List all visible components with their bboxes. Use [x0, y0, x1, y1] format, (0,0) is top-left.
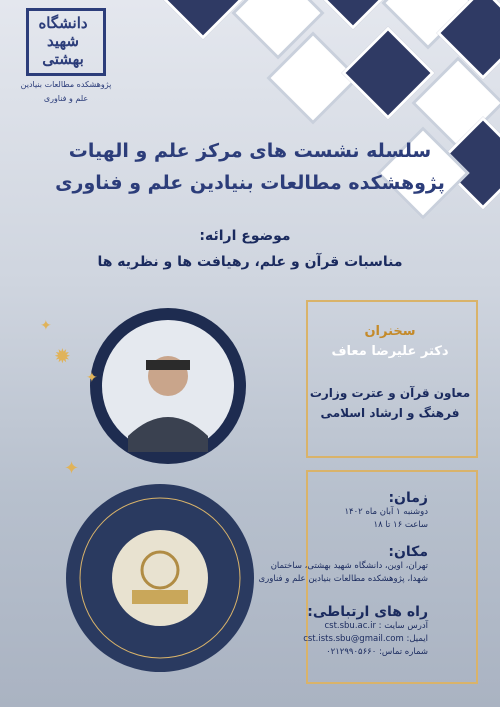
institute-name-2: علم و فناوری — [43, 94, 89, 103]
site-label: آدرس سایت : — [378, 621, 428, 631]
speaker-heading: سخنران — [364, 324, 416, 339]
speaker-role-2: فرهنگ و ارشاد اسلامی — [320, 406, 460, 420]
phone-label: شماره تماس: — [379, 647, 428, 657]
speaker-photo — [88, 306, 248, 466]
place-line2: شهدا، پژوهشکده مطالعات بنیادین علم و فناوری — [258, 574, 428, 584]
institute-title: پژوهشکده مطالعات بنیادین علم و فناوری — [55, 172, 445, 194]
sparkle-icon: ✦ — [64, 458, 80, 479]
institute-emblem — [60, 478, 260, 678]
email-label: ایمیل: — [406, 634, 428, 644]
contact-heading: راه های ارتباطی: — [307, 604, 428, 620]
series-title: سلسله نشست های مرکز علم و الهیات — [68, 140, 432, 162]
university-logo-text: دانشگاه شهید بهشتی — [38, 14, 88, 68]
place-heading: مکان: — [388, 544, 428, 560]
sparkle-icon: ✦ — [86, 370, 98, 386]
site-link[interactable]: cst.sbu.ac.ir — [324, 621, 376, 631]
time-line1: دوشنبه ۱ آبان ماه ۱۴۰۲ — [344, 507, 428, 517]
sparkle-icon: ✦ — [40, 318, 52, 334]
place-line1: تهران، اوین، دانشگاه شهید بهشتی، ساختمان — [270, 561, 428, 571]
time-heading: زمان: — [388, 490, 428, 506]
phone-number: ۰۲۱۲۹۹۰۵۶۶۰ — [326, 647, 377, 657]
sparkle-icon: ✹ — [54, 344, 71, 368]
topic-heading: موضوع ارائه: — [199, 228, 291, 244]
speaker-role-1: معاون قرآن و عترت وزارت — [309, 386, 471, 400]
time-block — [238, 490, 428, 532]
speaker-name: دکتر علیرضا معاف — [331, 344, 449, 359]
tile-pattern — [150, 0, 500, 230]
place-block — [238, 544, 428, 586]
topic-text: مناسبات قرآن و علم، رهیافت ها و نظریه ها — [97, 254, 403, 270]
time-line2: ساعت ۱۶ تا ۱۸ — [373, 520, 428, 530]
email-link[interactable]: cst.ists.sbu@gmail.com — [303, 634, 404, 644]
institute-name: پژوهشکده مطالعات بنیادین — [20, 80, 112, 89]
contact-block — [238, 604, 428, 659]
